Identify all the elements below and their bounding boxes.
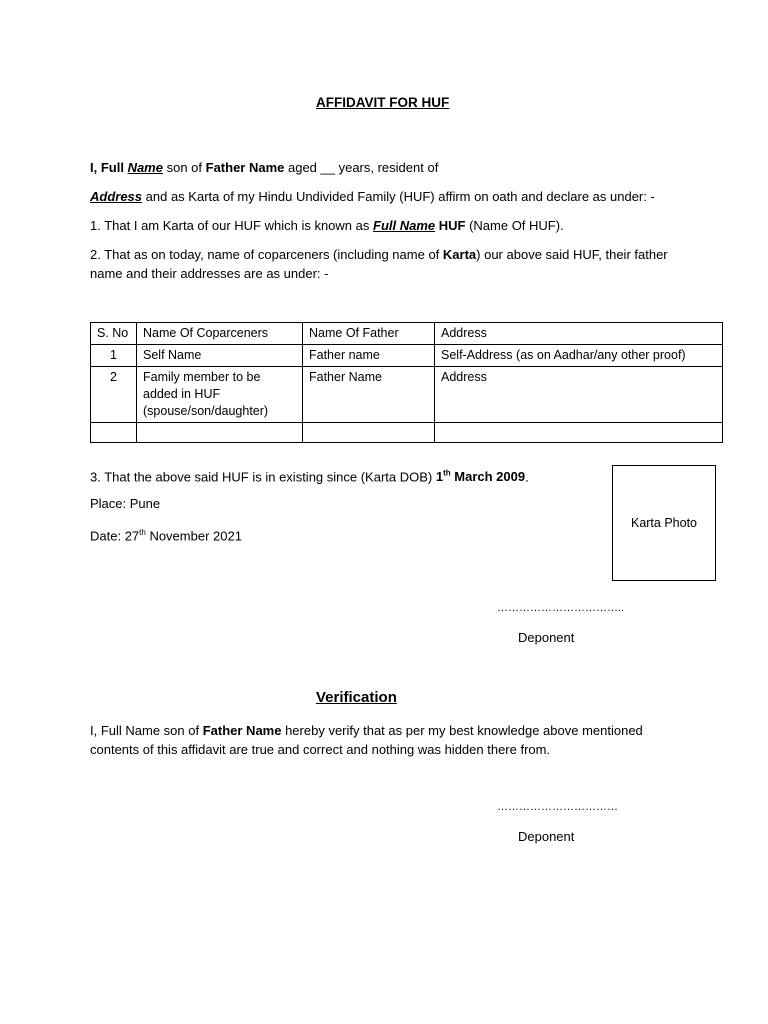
verification-line-1 (90, 721, 643, 740)
point-2-line-1 (90, 245, 668, 264)
intro-name: Name (127, 160, 163, 175)
table-cell (91, 423, 137, 443)
karta-photo-box (612, 465, 716, 581)
table-cell: Address (435, 367, 723, 423)
deponent-label-2: Deponent (518, 829, 575, 844)
point-3-day-sup: th (443, 469, 451, 478)
date-day: 27 (124, 528, 140, 544)
point-1-huf: HUF (435, 218, 466, 233)
verification-title: Verification (316, 689, 397, 706)
table-cell: Father name (303, 345, 435, 367)
header-coparceners: Name Of Coparceners (137, 323, 303, 345)
intro-line-1 (90, 158, 438, 177)
point-2-line-2: name and their addresses are as under: - (90, 266, 329, 281)
coparceners-table (90, 322, 723, 443)
intro-father: Father Name (205, 160, 285, 175)
date-line (90, 523, 242, 545)
date-label: Date: (90, 528, 125, 544)
point-1-prefix: 1. That I am Karta of our HUF which is known as (90, 218, 373, 233)
table-cell: Family member to be added in HUF (spouse/son/daughter) (137, 367, 303, 423)
karta-photo-label: Karta Photo (630, 516, 697, 530)
table-row (91, 345, 723, 367)
intro-suffix: aged __ years, resident of (284, 160, 439, 175)
table-cell (435, 423, 723, 443)
point-3-day: 1 (435, 469, 444, 485)
deponent-label-1: Deponent (518, 630, 575, 645)
point-1 (90, 216, 564, 235)
table-cell (137, 423, 303, 443)
table-cell (303, 423, 435, 443)
point-3-date (436, 469, 525, 484)
intro-address: Address (90, 189, 143, 204)
date-rest: November 2021 (145, 528, 242, 544)
table-row (91, 367, 723, 423)
table-cell: Self-Address (as on Aadhar/any other proof) (435, 345, 723, 367)
intro-prefix: I, Full (90, 160, 128, 175)
signature-line-2: …………………………… (497, 801, 618, 813)
intro-mid: son of (162, 160, 206, 175)
header-father: Name Of Father (303, 323, 435, 345)
table-cell: Father Name (303, 367, 435, 423)
verification-rest: hereby verify that as per my best knowledge above mentioned (281, 723, 643, 738)
verification-father: Father Name (202, 723, 282, 738)
signature-line-1: …………………………….. (497, 602, 625, 614)
place-line (90, 494, 160, 513)
document-title: AFFIDAVIT FOR HUF (316, 95, 450, 110)
place-value: Pune (129, 496, 161, 511)
intro-line-2 (90, 187, 655, 206)
header-sno: S. No (91, 323, 137, 345)
verification-line-2: contents of this affidavit are true and correct and nothing was hidden there from. (90, 742, 551, 757)
table-row (91, 423, 723, 443)
table-cell: 1 (91, 345, 137, 367)
point-1-suffix: (Name Of HUF). (465, 218, 564, 233)
point-3-date-rest: March 2009 (450, 469, 526, 485)
table-header-row (91, 323, 723, 345)
date-day-sup: th (139, 528, 146, 537)
point-3-prefix: 3. That the above said HUF is in existing since (Karta DOB) (90, 469, 436, 485)
point-2-karta: Karta (442, 247, 477, 262)
point-2-prefix: 2. That as on today, name of coparceners (including name of (90, 247, 443, 262)
verification-prefix: I, Full Name son of (90, 723, 203, 738)
table-cell: Self Name (137, 345, 303, 367)
intro-line-2-rest: and as Karta of my Hindu Undivided Family (HUF) affirm on oath and declare as under: - (142, 189, 655, 204)
point-2-suffix: ) our above said HUF, their father (476, 247, 668, 262)
point-3-end: . (525, 469, 529, 485)
header-address: Address (435, 323, 723, 345)
place-label: Place: (90, 496, 130, 511)
point-3 (90, 464, 529, 486)
table-cell: 2 (91, 367, 137, 423)
point-1-fullname: Full Name (373, 218, 436, 233)
